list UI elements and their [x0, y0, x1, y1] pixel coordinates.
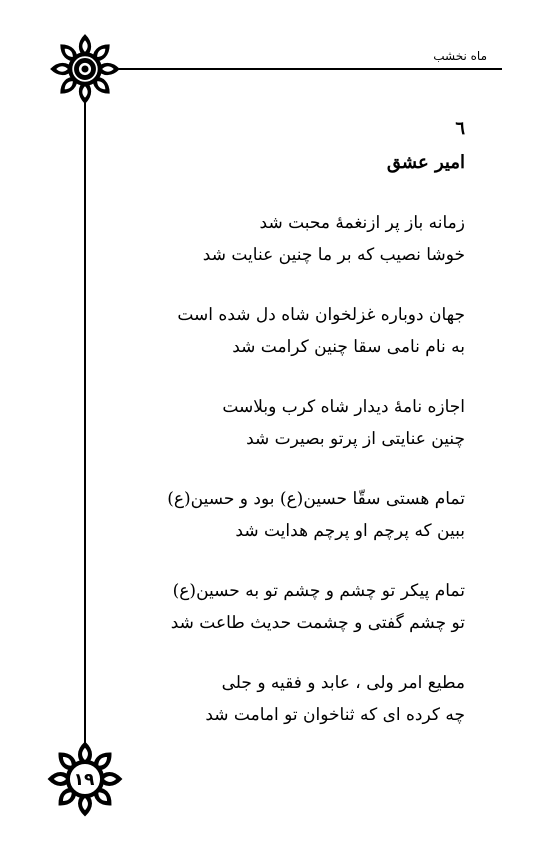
verse-line: اجازه نامهٔ دیدار شاه کرب وبلاست [222, 397, 465, 417]
stanza [105, 483, 465, 547]
verse-line: جهان دوباره غزلخوان شاه دل شده است [177, 305, 465, 325]
verse-line: زمانه باز پر ازنغمهٔ محبت شد [259, 213, 465, 233]
arabesque-medallion-icon [48, 32, 122, 106]
running-head: ماه نخشب [433, 49, 487, 63]
stanza [105, 299, 465, 363]
stanza [105, 207, 465, 271]
page-number: ۱۹ [73, 770, 95, 790]
header-rule [110, 68, 502, 70]
poem-title: امیر عشق [386, 152, 465, 173]
stanza [105, 391, 465, 455]
stanza [105, 667, 465, 731]
verse-line: تو چشم گفتی و چشمت حدیث طاعت شد [170, 613, 465, 633]
verse-line: ببین که پرچم او پرچم هدایت شد [235, 521, 465, 541]
verse-line: تمام هستی سقّا حسین(ع) بود و حسین(ع) [167, 489, 465, 509]
stanza [105, 575, 465, 639]
verse-line: خوشا نصیب که بر ما چنین عنایت شد [202, 245, 465, 265]
verse-line: چه کرده ای که ثناخوان تو امامت شد [205, 705, 465, 725]
poem-number: ٦ [455, 118, 465, 139]
poem-body [105, 207, 465, 759]
verse-line: چنین عنایتی از پرتو بصیرت شد [246, 429, 465, 449]
margin-rule [84, 100, 86, 748]
verse-line: به نام نامی سقا چنین کرامت شد [232, 337, 465, 357]
verse-line: تمام پیکر تو چشم و چشم تو به حسین(ع) [172, 581, 465, 601]
verse-line: مطیع امر ولی ، عابد و فقیه و جلی [221, 673, 465, 693]
